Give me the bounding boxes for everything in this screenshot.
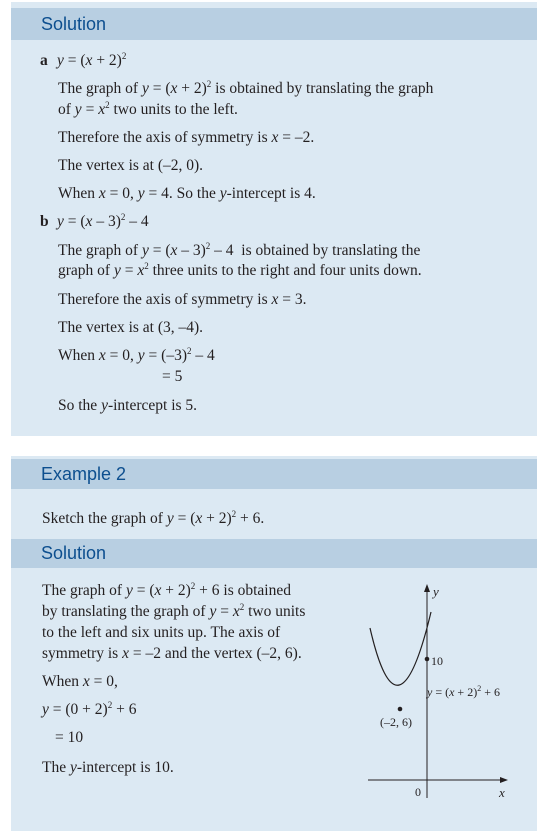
part-a-line-4: The vertex is at (–2, 0).: [58, 157, 204, 174]
part-a-equation: $y = (x + 2)^2$: [57, 51, 127, 69]
part-b-line-2: graph of $y = x^2$ three units to the right and four units down.: [58, 261, 422, 279]
part-b-line-7: So the y-intercept is 5.: [58, 397, 198, 414]
parabola-graph: [355, 580, 520, 805]
part-b-line-4: The vertex is at (3, –4).: [58, 319, 204, 336]
part-b-line-3: Therefore the axis of symmetry is x = 3.: [58, 291, 307, 308]
sol2-line-6: $y = (0 + 2)^2 + 6$: [42, 700, 137, 718]
y-axis-arrow-icon: [424, 584, 430, 592]
sol2-line-3: to the left and six units up. The axis of: [42, 624, 281, 641]
y-intercept-point: [425, 657, 430, 662]
part-b-line-1: The graph of y = (x – 3)$^2$ – 4 is obtained by translating the: [58, 241, 421, 259]
y-axis-label: y: [433, 584, 439, 599]
sol2-line-8: The y-intercept is 10.: [42, 759, 174, 776]
part-b-line-6: = 5: [162, 368, 183, 385]
sol2-line-5: When x = 0,: [42, 673, 118, 690]
part-b-label: b: [40, 213, 49, 230]
example-heading: Example 2: [11, 459, 537, 489]
solution-heading: Solution: [11, 8, 537, 40]
origin-label: 0: [415, 785, 421, 799]
part-b-equation: y = (x – 3)$^2$ – 4: [57, 212, 149, 230]
part-a-line-3: Therefore the axis of symmetry is x = –2.: [58, 129, 315, 146]
x-axis-arrow-icon: [500, 777, 508, 783]
part-b-line-5: When x = 0, $y = (-3)^2 - 4$: [58, 346, 215, 364]
part-a-line-1: The graph of $y = (x + 2)^2$ is obtained by translating the graph: [58, 79, 434, 97]
curve-label: $y = (x + 2)^2 + 6$: [427, 684, 500, 699]
sol2-line-1: The graph of $y = (x + 2)^2 + 6$ is obtained: [42, 581, 291, 599]
part-a-label: a: [40, 52, 48, 69]
sol2-line-4: symmetry is x = –2 and the vertex (–2, 6).: [42, 645, 302, 662]
part-a-line-2: of $y = x^2$ two units to the left.: [58, 100, 238, 118]
vertex-point: [398, 707, 403, 712]
part-a-line-5: When x = 0, y = 4. So the y-intercept is 4.: [58, 185, 316, 202]
parabola-curve: [370, 612, 431, 685]
example-task: Sketch the graph of $y = (x + 2)^2 + 6$.: [42, 509, 265, 527]
x-axis-label: x: [499, 785, 505, 800]
vertex-label: (–2, 6): [380, 715, 412, 729]
y-intercept-label: 10: [431, 654, 443, 668]
solution-heading-2: Solution: [11, 539, 537, 568]
sol2-line-7: = 10: [55, 729, 84, 746]
sol2-line-2: by translating the graph of $y = x^2$ two units: [42, 602, 306, 620]
